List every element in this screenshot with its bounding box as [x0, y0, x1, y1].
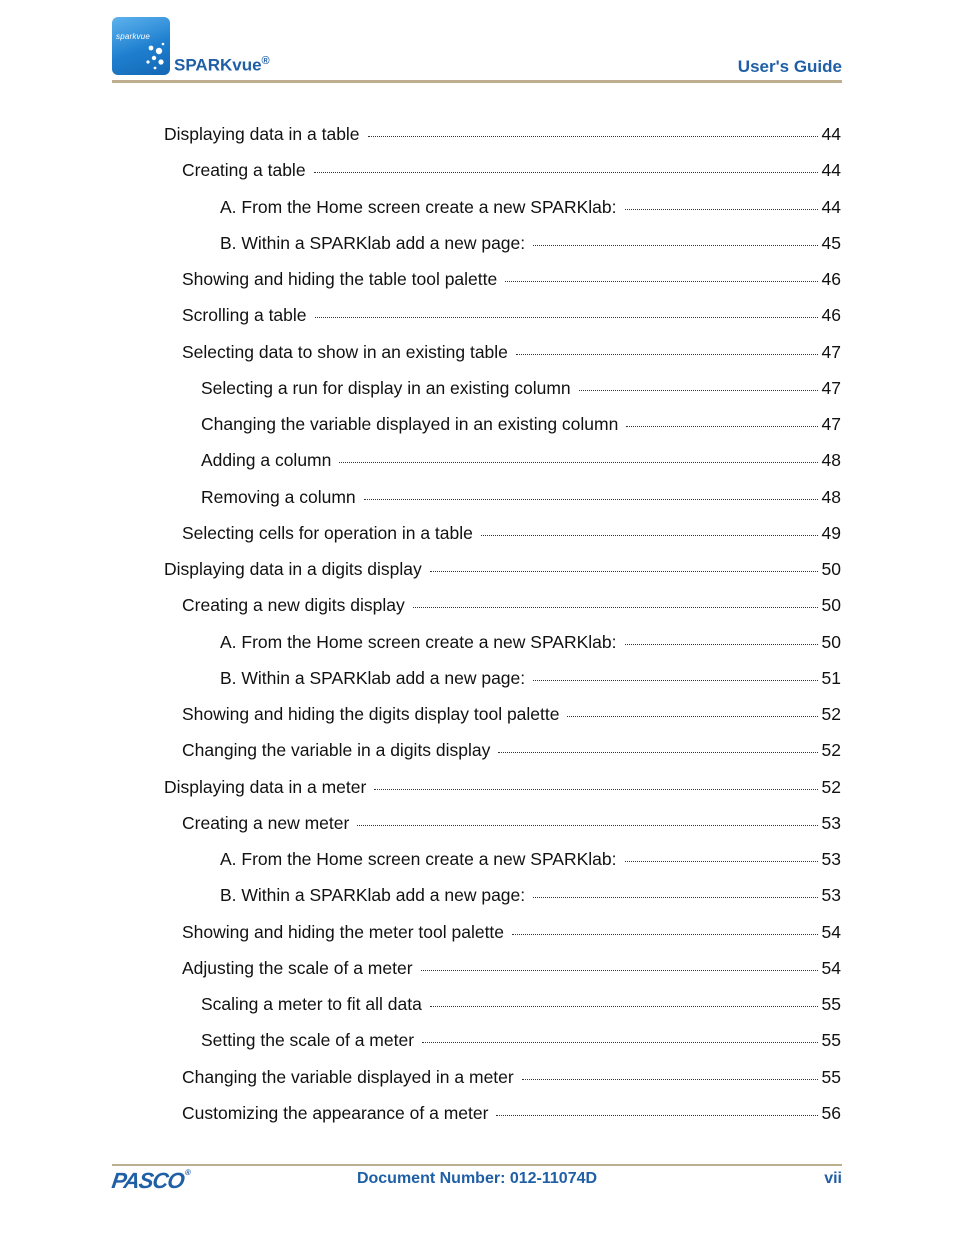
pasco-logo-text: PASCO — [110, 1168, 186, 1193]
toc-entry-page: 44 — [821, 160, 841, 181]
toc-entry-page: 50 — [821, 559, 841, 579]
toc-entry[interactable] — [182, 738, 841, 762]
toc-entry-page: 46 — [821, 305, 841, 326]
toc-entry-page: 45 — [821, 232, 841, 253]
header-rule — [112, 80, 842, 83]
toc-entry-page: 53 — [821, 849, 841, 869]
dot-leader — [625, 209, 818, 210]
toc-entry-page: 52 — [821, 740, 841, 761]
toc-entry[interactable] — [182, 811, 841, 835]
dot-leader — [430, 571, 818, 572]
page-number: vii — [824, 1170, 842, 1187]
dot-leader — [625, 644, 818, 645]
toc-entry-page: 48 — [821, 486, 841, 507]
dot-leader — [498, 752, 817, 753]
registered-mark: ® — [261, 55, 270, 67]
toc-entry[interactable] — [164, 775, 841, 799]
toc-entry[interactable] — [182, 521, 841, 545]
toc-entry-title: A. From the Home screen create a new SPARKlab: — [220, 631, 617, 652]
toc-entry-title: Showing and hiding the meter tool palette — [182, 921, 505, 942]
dot-leader — [522, 1079, 818, 1080]
dot-leader — [422, 1042, 817, 1043]
toc-entry-title: Adjusting the scale of a meter — [182, 957, 413, 978]
dot-leader — [579, 390, 818, 391]
toc-entry-title: Customizing the appearance of a meter — [182, 1102, 489, 1123]
toc-entry[interactable] — [182, 702, 841, 726]
brand-name — [174, 55, 270, 76]
sparkvue-logo-text: sparkvue — [116, 32, 151, 41]
toc-entry-page: 47 — [821, 414, 841, 434]
toc-entry-page: 54 — [821, 957, 841, 978]
toc-entry[interactable] — [182, 158, 841, 182]
toc-entry-title: Selecting data to show in an existing table — [182, 341, 508, 362]
toc-entry-page: 53 — [821, 885, 841, 906]
toc-entry-page: 47 — [821, 341, 841, 362]
toc-entry[interactable] — [220, 847, 841, 871]
toc-entry[interactable] — [182, 267, 841, 291]
toc-entry[interactable] — [182, 1065, 841, 1089]
sparkvue-logo — [112, 17, 170, 75]
dot-leader — [339, 462, 817, 463]
toc-entry-page: 44 — [821, 124, 841, 144]
guide-title: User's Guide — [737, 57, 842, 76]
toc-entry[interactable] — [220, 666, 841, 690]
toc-entry[interactable] — [201, 992, 841, 1016]
dot-leader — [516, 354, 818, 355]
toc-entry-page: 54 — [821, 921, 841, 942]
toc-entry-title: Displaying data in a digits display — [164, 559, 422, 579]
dot-leader — [496, 1115, 817, 1116]
toc-entry-title: Showing and hiding the digits display tool palette — [182, 704, 560, 724]
toc-entry-title: Changing the variable displayed in a meter — [182, 1066, 514, 1087]
toc-entry-title: Displaying data in a meter — [164, 776, 367, 797]
dot-leader — [430, 1006, 818, 1007]
toc-entry-page: 44 — [821, 196, 841, 217]
toc-entry[interactable] — [201, 1028, 841, 1052]
toc-entry[interactable] — [164, 557, 841, 581]
dot-leader — [533, 897, 817, 898]
dot-leader — [413, 607, 818, 608]
toc-entry-page: 46 — [821, 269, 841, 289]
toc-entry[interactable] — [182, 340, 841, 364]
toc-entry[interactable] — [220, 231, 841, 255]
toc-entry-page: 52 — [821, 704, 841, 724]
toc-entry[interactable] — [201, 412, 841, 436]
toc-entry[interactable] — [164, 122, 841, 146]
toc-entry-page: 48 — [821, 450, 841, 471]
footer-rule — [112, 1164, 842, 1166]
toc-entry-title: B. Within a SPARKlab add a new page: — [220, 232, 526, 253]
toc-entry[interactable] — [182, 1101, 841, 1125]
page-header — [112, 17, 842, 85]
pasco-registered-mark: ® — [184, 1168, 191, 1177]
toc-entry-page: 51 — [821, 667, 841, 688]
dot-leader — [368, 136, 818, 137]
brand-text: SPARKvue — [174, 55, 262, 75]
dot-leader — [314, 172, 818, 173]
toc-entry-title: Displaying data in a table — [164, 124, 360, 144]
dot-leader — [357, 825, 817, 826]
toc-entry-title: B. Within a SPARKlab add a new page: — [220, 885, 526, 906]
document-number: Document Number: 012-11074D — [356, 1170, 598, 1187]
dot-leader — [512, 934, 818, 935]
dot-leader — [505, 281, 817, 282]
toc-entry[interactable] — [220, 883, 841, 907]
toc-entry-page: 49 — [821, 522, 841, 543]
sparkle-dots-icon — [112, 17, 170, 75]
dot-leader — [315, 317, 818, 318]
dot-leader — [533, 245, 817, 246]
toc-entry[interactable] — [220, 195, 841, 219]
toc-entry-page: 50 — [821, 595, 841, 616]
dot-leader — [421, 970, 818, 971]
dot-leader — [626, 426, 817, 427]
toc-entry-title: Showing and hiding the table tool palette — [182, 269, 498, 289]
toc-entry[interactable] — [182, 920, 841, 944]
toc-entry-title: Scaling a meter to fit all data — [201, 994, 422, 1014]
toc-entry-page: 56 — [821, 1102, 841, 1123]
toc-entry[interactable] — [182, 956, 841, 980]
toc-entry[interactable] — [201, 485, 841, 509]
toc-entry-title: Changing the variable in a digits display — [182, 740, 491, 761]
toc-entry[interactable] — [220, 630, 841, 654]
toc-entry[interactable] — [201, 376, 841, 400]
toc-entry-title: Setting the scale of a meter — [201, 1030, 415, 1051]
toc-entry-title: Adding a column — [201, 450, 332, 471]
toc-entry-page: 47 — [821, 377, 841, 398]
toc-entry-page: 50 — [821, 631, 841, 652]
toc-entry-page: 53 — [821, 812, 841, 833]
toc-entry-page: 52 — [821, 776, 841, 797]
toc-entry-title: Selecting cells for operation in a table — [182, 522, 473, 543]
toc-entry-title: Creating a table — [182, 160, 306, 181]
dot-leader — [364, 499, 818, 500]
toc-entry[interactable] — [182, 303, 841, 327]
toc-entry-title: A. From the Home screen create a new SPARKlab: — [220, 196, 617, 217]
toc-entry-page: 55 — [821, 994, 841, 1014]
toc-entry-page: 55 — [821, 1066, 841, 1087]
toc-entry-title: Creating a new meter — [182, 812, 350, 833]
toc-entry-title: A. From the Home screen create a new SPARKlab: — [220, 849, 617, 869]
dot-leader — [374, 789, 817, 790]
toc-entry[interactable] — [201, 448, 841, 472]
toc-entry-title: Scrolling a table — [182, 305, 307, 326]
dot-leader — [625, 861, 818, 862]
toc-entry-title: Removing a column — [201, 486, 356, 507]
dot-leader — [481, 535, 818, 536]
dot-leader — [533, 680, 817, 681]
dot-leader — [567, 716, 817, 717]
toc-entry-page: 55 — [821, 1030, 841, 1051]
toc-entry-title: Selecting a run for display in an existing column — [201, 377, 571, 398]
toc-entry-title: Creating a new digits display — [182, 595, 405, 616]
toc-entry-title: B. Within a SPARKlab add a new page: — [220, 667, 526, 688]
toc-entry-title: Changing the variable displayed in an existing column — [201, 414, 619, 434]
toc-entry[interactable] — [182, 593, 841, 617]
page-footer — [112, 1168, 842, 1198]
